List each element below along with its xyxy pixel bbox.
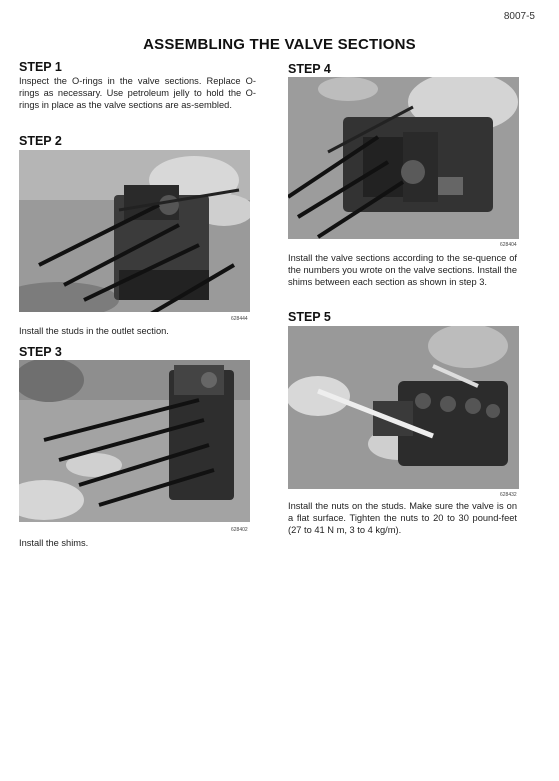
- step-1-text: Inspect the O-rings in the valve sections. Replace O-rings as necessary. Use petroleum jelly to hold the O-rings in place as the valve sections are as-sembled.: [19, 76, 256, 110]
- step-4-photo-code: 628404: [500, 242, 517, 248]
- step-1-heading: STEP 1: [19, 60, 62, 74]
- step-2-photo-code: 628444: [231, 316, 248, 322]
- page-title: ASSEMBLING THE VALVE SECTIONS: [143, 36, 416, 53]
- step-5-heading: STEP 5: [288, 310, 331, 324]
- step-5-photo-code: 628432: [500, 492, 517, 498]
- step-3-caption: Install the shims.: [19, 538, 89, 548]
- step-3-heading: STEP 3: [19, 345, 62, 359]
- step-2-heading: STEP 2: [19, 134, 62, 148]
- step-4-caption: Install the valve sections according to the se-quence of the numbers you wrote on the valve sections. Install the shims between each section as shown in step 3.: [288, 253, 517, 287]
- step-3-photo: [19, 360, 250, 522]
- step-3-photo-code: 628402: [231, 527, 248, 533]
- step-5-caption: Install the nuts on the studs. Make sure the valve is on a flat surface. Tighten the nuts to 20 to 30 pound-feet (27 to 41 N m, 3 to 4 kg/m).: [288, 501, 517, 535]
- step-5-photo: [288, 326, 519, 489]
- step-4-photo: [288, 77, 519, 239]
- step-2-photo: [19, 150, 250, 312]
- page-number: 8007-5: [503, 11, 535, 22]
- step-2-caption: Install the studs in the outlet section.: [19, 326, 169, 336]
- step-4-heading: STEP 4: [288, 62, 331, 76]
